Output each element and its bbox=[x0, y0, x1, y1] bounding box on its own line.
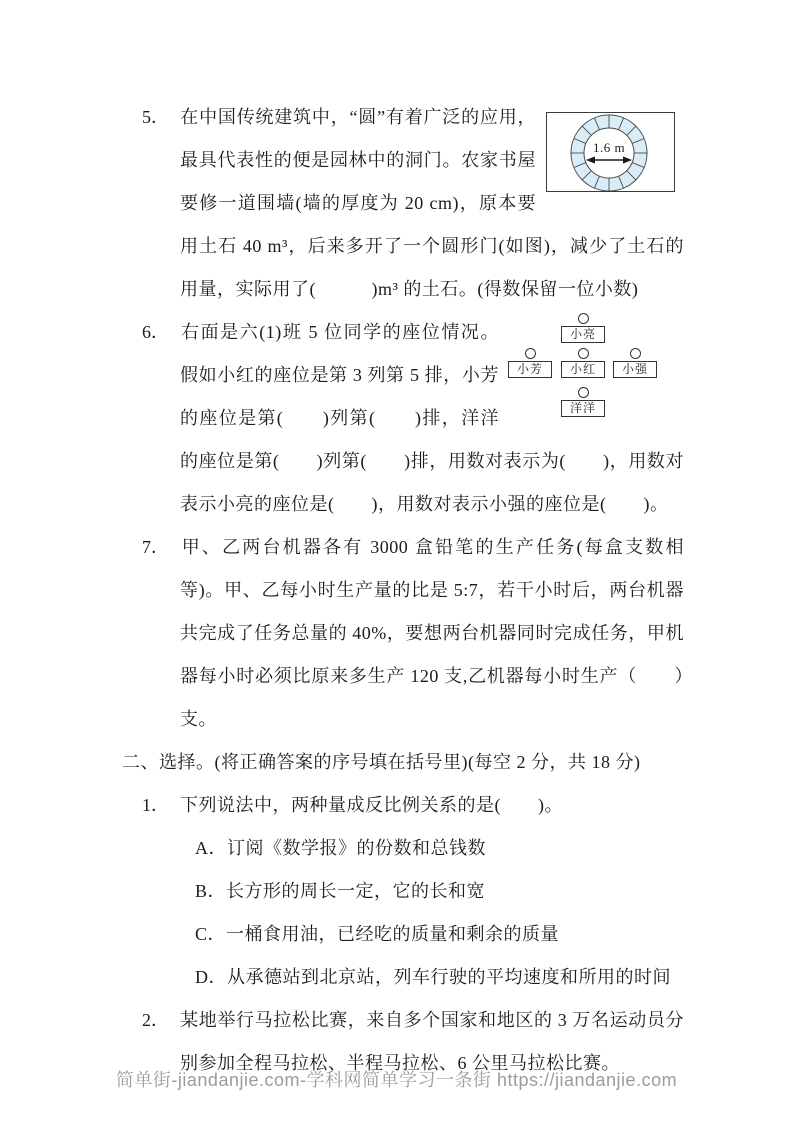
seat-circle-icon bbox=[578, 313, 589, 324]
seat-circle-icon bbox=[630, 348, 641, 359]
seat-name-label: 小亮 bbox=[561, 326, 605, 343]
question-6-number: 6． bbox=[142, 322, 169, 342]
question-5-number: 5． bbox=[142, 107, 169, 127]
seat-xiaoqiang bbox=[613, 348, 657, 378]
seat-xiaoliang bbox=[561, 313, 605, 343]
paper-content bbox=[122, 96, 684, 1085]
question-6-text: 右面是六(1)班 5 位同学的座位情况。假如小红的座位是第 3 列第 5 排，小芳的座位是第( )列第( )排，洋洋的座位是第( )列第( )排，用数对表示为( )，用数对表示小亮的座位是( )，用数对表示小强的座位是( )。 bbox=[180, 322, 684, 514]
seat-name-label: 洋洋 bbox=[561, 400, 605, 417]
seat-circle-icon bbox=[578, 387, 589, 398]
choice-2-text: 某地举行马拉松比赛，来自多个国家和地区的 3 万名运动员分别参加全程马拉松、半程马拉松、6 公里马拉松比赛。 bbox=[180, 1010, 684, 1073]
site-watermark: 简单街-jiandanjie.com-学科网简单学习一条街 https://jiandanjie.com bbox=[115, 1070, 678, 1090]
question-6 bbox=[122, 311, 684, 526]
choice-1-option-d: D．从承德站到北京站，列车行驶的平均速度和所用的时间 bbox=[195, 967, 671, 987]
question-7-number: 7． bbox=[142, 537, 169, 557]
seating-chart-figure bbox=[507, 313, 657, 421]
choice-1-number: 1． bbox=[142, 795, 169, 815]
question-7 bbox=[122, 526, 684, 741]
seat-circle-icon bbox=[525, 348, 536, 359]
choice-question-1 bbox=[122, 784, 684, 827]
choice-1-text: 下列说法中，两种量成反比例关系的是( )。 bbox=[180, 795, 563, 815]
brick-ring-drawing bbox=[547, 113, 674, 191]
question-5 bbox=[122, 96, 684, 311]
seat-name-label: 小芳 bbox=[508, 361, 552, 378]
seat-xiaohong bbox=[561, 348, 605, 378]
round-door-figure bbox=[546, 112, 675, 192]
seat-xiaofang bbox=[508, 348, 552, 378]
choice-1-option-c: C．一桶食用油，已经吃的质量和剩余的质量 bbox=[195, 924, 560, 944]
choice-2-number: 2． bbox=[142, 1010, 169, 1030]
question-5-text: 在中国传统建筑中，“圆”有着广泛的应用，最具代表性的便是园林中的洞门。农家书屋要修一道围墙(墙的厚度为 20 cm)，原本要用土石 40 m³，后来多开了一个圆形门(如图)，减少了土石的用量，实际用了( )m³ 的土石。(得数保留一位小数) bbox=[180, 107, 684, 299]
choice-1-option-a: A．订阅《数学报》的份数和总钱数 bbox=[195, 838, 486, 858]
diameter-label: 1.6 m bbox=[592, 140, 626, 155]
seat-name-label: 小强 bbox=[613, 361, 657, 378]
seat-name-label: 小红 bbox=[561, 361, 605, 378]
choice-1-option-b: B．长方形的周长一定，它的长和宽 bbox=[195, 881, 486, 901]
seat-yangyang bbox=[561, 387, 605, 417]
section-two-header: 二、选择。(将正确答案的序号填在括号里)(每空 2 分，共 18 分) bbox=[122, 752, 641, 772]
seat-circle-icon bbox=[578, 348, 589, 359]
question-7-text: 甲、乙两台机器各有 3000 盒铅笔的生产任务(每盒支数相等)。甲、乙每小时生产量的比是 5:7，若干小时后，两台机器共完成了任务总量的 40%，要想两台机器同时完成任务，甲机器每小时必须比原来多生产 120 支,乙机器每小时生产（ ）支。 bbox=[180, 537, 684, 729]
